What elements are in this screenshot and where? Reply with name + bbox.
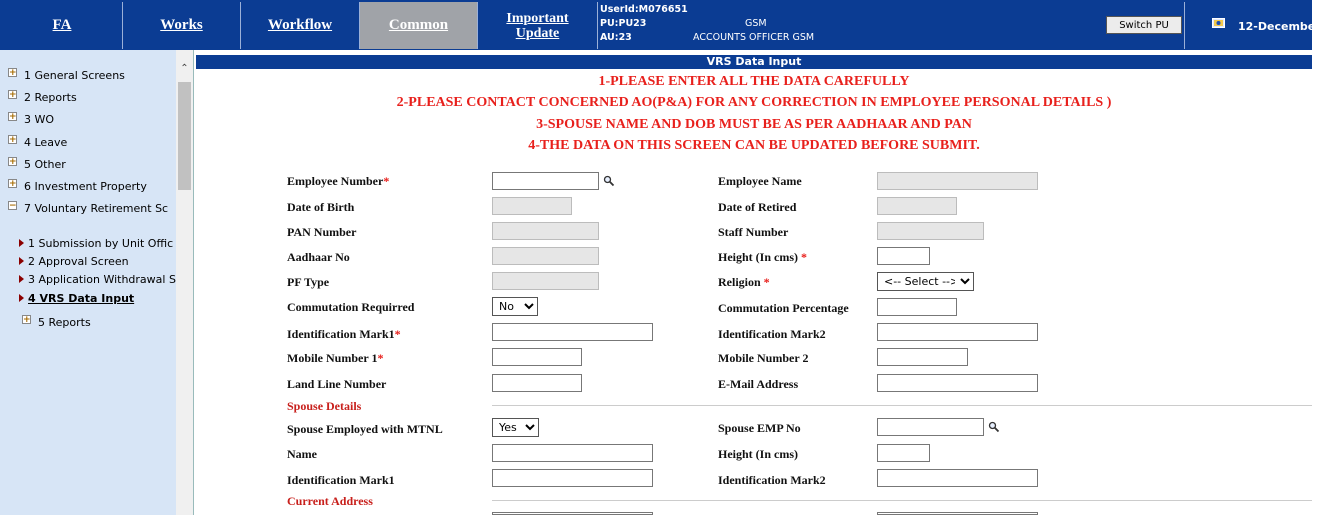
sidebar-subitem-label: 3 Application Withdrawal S bbox=[28, 273, 176, 286]
notice-1: 1-PLEASE ENTER ALL THE DATA CAREFULLY bbox=[598, 74, 910, 89]
nav-works[interactable]: Works bbox=[123, 2, 241, 49]
date-of-retired-label: Date of Retired bbox=[718, 200, 797, 214]
spouse-name-input[interactable] bbox=[492, 444, 653, 462]
sidebar-item-label: 5 Other bbox=[24, 158, 66, 171]
section-divider bbox=[492, 405, 1312, 406]
land-line-input[interactable] bbox=[492, 374, 582, 392]
spouse-height-label: Height (In cms) bbox=[718, 447, 798, 461]
sidebar-subitem-label: 2 Approval Screen bbox=[28, 255, 129, 268]
expand-icon[interactable]: + bbox=[9, 68, 17, 78]
switch-pu-button[interactable]: Switch PU bbox=[1106, 16, 1182, 34]
commutation-percentage-label: Commutation Percentage bbox=[718, 301, 849, 315]
user-au-name: ACCOUNTS OFFICER GSM bbox=[693, 32, 815, 43]
nav-fa[interactable]: FA bbox=[2, 2, 123, 49]
user-pu: PU:PU23 bbox=[600, 18, 647, 29]
user-info bbox=[600, 3, 815, 45]
spouse-identification-mark2-label: Identification Mark2 bbox=[718, 473, 826, 487]
nav-important-update[interactable] bbox=[478, 2, 598, 49]
sidebar-item-label: 3 WO bbox=[24, 113, 55, 126]
date-of-birth-label: Date of Birth bbox=[287, 200, 355, 214]
commutation-required-select[interactable] bbox=[492, 297, 538, 316]
current-address-section-title: Current Address bbox=[287, 494, 373, 508]
divider bbox=[1184, 2, 1185, 49]
pan-number-input bbox=[492, 222, 599, 240]
spouse-identification-mark1-input[interactable] bbox=[492, 469, 653, 487]
aadhaar-no-input bbox=[492, 247, 599, 265]
expand-icon[interactable]: + bbox=[9, 112, 17, 122]
sidebar-subitem-vrs-data-input[interactable] bbox=[19, 292, 134, 305]
spouse-employed-label: Spouse Employed with MTNL bbox=[287, 422, 443, 436]
collapse-icon[interactable]: − bbox=[9, 201, 17, 211]
triangle-right-icon bbox=[19, 275, 24, 283]
notice-4: 4-THE DATA ON THIS SCREEN CAN BE UPDATED BEFORE SUBMIT. bbox=[528, 138, 980, 153]
sidebar-item-label: 2 Reports bbox=[24, 91, 77, 104]
sidebar-subitem-submission[interactable] bbox=[19, 237, 173, 250]
triangle-right-icon bbox=[19, 239, 24, 247]
sidebar-subitem-label: 4 VRS Data Input bbox=[28, 292, 135, 305]
page-title: VRS Data Input bbox=[196, 55, 1312, 69]
sidebar-subitem-label: 1 Submission by Unit Offic bbox=[28, 237, 174, 250]
mobile-number1-input[interactable] bbox=[492, 348, 582, 366]
notice-2: 2-PLEASE CONTACT CONCERNED AO(P&A) FOR ANY CORRECTION IN EMPLOYEE PERSONAL DETAILS ) bbox=[396, 95, 1112, 110]
nav-workflow[interactable]: Workflow bbox=[241, 2, 360, 49]
user-au: AU:23 bbox=[600, 32, 632, 43]
spouse-employed-select[interactable] bbox=[492, 418, 539, 437]
spouse-section-title: Spouse Details bbox=[287, 399, 362, 413]
sidebar-subitem-withdrawal[interactable] bbox=[19, 273, 176, 286]
search-icon[interactable] bbox=[988, 421, 1000, 433]
scroll-up-icon[interactable]: ⌃ bbox=[180, 63, 189, 74]
sidebar-scrollbar[interactable] bbox=[176, 50, 193, 515]
expand-icon[interactable]: + bbox=[23, 315, 31, 325]
pan-number-label: PAN Number bbox=[287, 225, 357, 239]
sidebar-item-label: 6 Investment Property bbox=[24, 180, 147, 193]
nav-important-update-line1: Important bbox=[506, 10, 569, 26]
identification-mark2-label: Identification Mark2 bbox=[718, 327, 826, 341]
staff-number-input bbox=[877, 222, 984, 240]
expand-icon[interactable]: + bbox=[9, 90, 17, 100]
calendar-icon[interactable] bbox=[1212, 17, 1225, 28]
religion-select[interactable] bbox=[877, 272, 974, 291]
aadhaar-no-label: Aadhaar No bbox=[287, 250, 350, 264]
spouse-emp-no-label: Spouse EMP No bbox=[718, 421, 801, 435]
search-icon[interactable] bbox=[603, 175, 615, 187]
pf-type-input bbox=[492, 272, 599, 290]
nav-common[interactable]: Common bbox=[360, 2, 478, 49]
user-pu-name: GSM bbox=[745, 18, 767, 29]
spouse-identification-mark1-label: Identification Mark1 bbox=[287, 473, 395, 487]
height-label: Height (In cms) * bbox=[718, 250, 807, 264]
identification-mark2-input[interactable] bbox=[877, 323, 1038, 341]
commutation-percentage-input[interactable] bbox=[877, 298, 957, 316]
mobile-number2-label: Mobile Number 2 bbox=[718, 351, 809, 365]
email-label: E-Mail Address bbox=[718, 377, 799, 391]
email-input[interactable] bbox=[877, 374, 1038, 392]
height-input[interactable] bbox=[877, 247, 930, 265]
identification-mark1-input[interactable] bbox=[492, 323, 653, 341]
sidebar-item-label: 5 Reports bbox=[38, 316, 91, 329]
nav-important-update-line2: Update bbox=[515, 25, 560, 41]
land-line-label: Land Line Number bbox=[287, 377, 387, 391]
sidebar-item-label: 1 General Screens bbox=[24, 69, 125, 82]
triangle-right-icon bbox=[19, 257, 24, 265]
employee-number-input[interactable] bbox=[492, 172, 599, 190]
current-date: 12-December bbox=[1238, 20, 1321, 33]
spouse-emp-no-input[interactable] bbox=[877, 418, 984, 436]
mobile-number2-input[interactable] bbox=[877, 348, 968, 366]
sidebar-menu bbox=[0, 50, 194, 515]
expand-icon[interactable]: + bbox=[9, 179, 17, 189]
employee-number-label: Employee Number* bbox=[287, 174, 390, 188]
notice-3: 3-SPOUSE NAME AND DOB MUST BE AS PER AADHAAR AND PAN bbox=[536, 117, 972, 132]
section-divider bbox=[492, 500, 1312, 501]
spouse-name-label: Name bbox=[287, 447, 317, 461]
employee-name-input bbox=[877, 172, 1038, 190]
sidebar-item-label: 7 Voluntary Retirement Sc bbox=[24, 202, 169, 215]
employee-name-label: Employee Name bbox=[718, 174, 802, 188]
scrollbar-thumb[interactable] bbox=[178, 82, 191, 190]
expand-icon[interactable]: + bbox=[9, 157, 17, 167]
staff-number-label: Staff Number bbox=[718, 225, 789, 239]
religion-label: Religion * bbox=[718, 275, 770, 289]
top-navigation-bar bbox=[0, 0, 1321, 50]
expand-icon[interactable]: + bbox=[9, 135, 17, 145]
spouse-identification-mark2-input[interactable] bbox=[877, 469, 1038, 487]
commutation-required-label: Commutation Requirred bbox=[287, 300, 415, 314]
spouse-height-input[interactable] bbox=[877, 444, 930, 462]
sidebar-subitem-approval[interactable] bbox=[19, 255, 129, 268]
triangle-right-icon bbox=[19, 294, 24, 302]
date-of-birth-input bbox=[492, 197, 572, 215]
user-id: UserId:M076651 bbox=[600, 4, 688, 15]
identification-mark1-label: Identification Mark1* bbox=[287, 327, 401, 341]
pf-type-label: PF Type bbox=[287, 275, 330, 289]
mobile-number1-label: Mobile Number 1* bbox=[287, 351, 384, 365]
sidebar-item-label: 4 Leave bbox=[24, 136, 68, 149]
date-of-retired-input bbox=[877, 197, 957, 215]
